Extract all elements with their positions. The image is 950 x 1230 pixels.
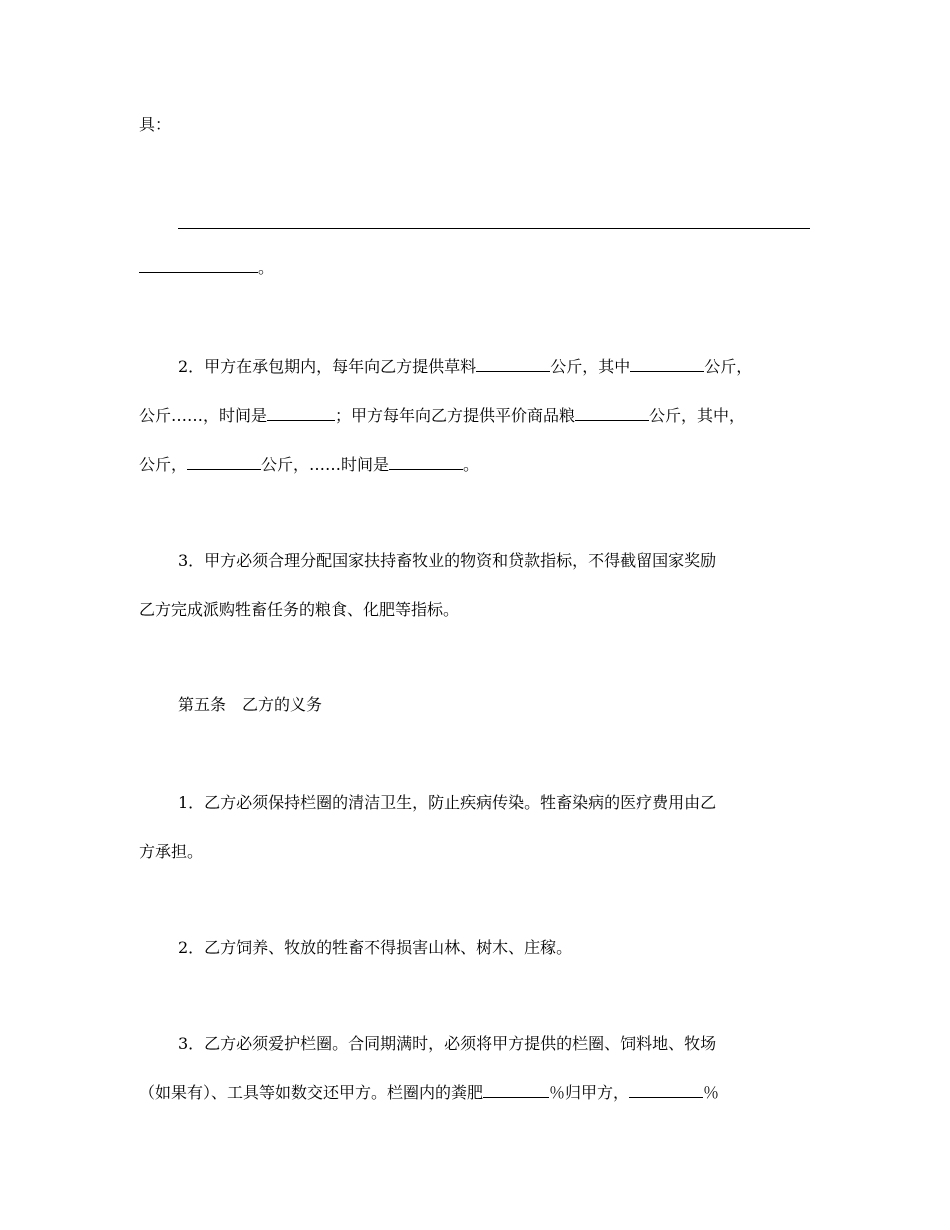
obligation-3-text-d: ％ [703,1083,720,1102]
article-5-title: 第五条 乙方的义务 [178,695,323,714]
obligation-3-text-b: （如果有）、工具等如数交还甲方。栏圈内的粪肥 [139,1083,484,1102]
clause-3-line-1 [178,551,716,571]
blank-field [629,1083,703,1098]
clause-3-line-2 [139,600,459,620]
obligation-2-text: 2．乙方饲养、牧放的牲畜不得损害山林、树木、庄稼。 [178,938,573,957]
clause-2-text-f: 公斤，其中， [649,406,746,425]
blank-field [187,455,261,470]
line-ju [139,115,171,135]
obligation-1-text-b: 方承担。 [139,842,204,861]
obligation-3-text-c: ％归甲方， [549,1083,630,1102]
obligation-3-text-a: 3．乙方必须爱护栏圈。合同期满时，必须将甲方提供的栏圈、饲料地、牧场 [178,1034,717,1053]
clause-2-text-c: 公斤， [704,357,753,376]
clause-2-text-i: 。 [463,455,480,474]
blank-field [483,1083,549,1098]
blank-field [389,455,463,470]
clause-2-text-b: 公斤，其中 [550,357,631,376]
clause-2-text-h: 公斤，……时间是 [261,455,390,474]
clause-2-line-3 [139,455,479,475]
obligation-2-line [178,938,572,958]
period: 。 [258,258,275,277]
blank-line-long [178,228,810,229]
article-5-heading [178,695,322,715]
line-blank-end [139,258,274,278]
obligation-1-text-a: 1．乙方必须保持栏圈的清洁卫生，防止疾病传染。牲畜染病的医疗费用由乙 [178,793,717,812]
clause-2-line-1 [178,357,752,377]
clause-2-text-e: ；甲方每年向乙方提供平价商品粮 [335,406,576,425]
obligation-1-line-2 [139,842,203,862]
blank-field [630,357,704,372]
obligation-1-line-1 [178,793,716,813]
text-ju: 具： [139,115,172,134]
clause-2-text-a: 2．甲方在承包期内，每年向乙方提供草料 [178,357,477,376]
clause-2-text-g: 公斤， [139,455,188,474]
clause-3-text-a: 3．甲方必须合理分配国家扶持畜牧业的物资和贷款指标，不得截留国家奖励 [178,551,717,570]
clause-2-line-2 [139,406,745,426]
blank-field [267,406,335,421]
clause-2-text-d: 公斤……，时间是 [139,406,268,425]
clause-3-text-b: 乙方完成派购牲畜任务的粮食、化肥等指标。 [139,600,460,619]
obligation-3-line-2 [139,1083,719,1103]
blank-line-short [139,258,258,273]
blank-field [476,357,550,372]
obligation-3-line-1 [178,1034,716,1054]
blank-field [575,406,649,421]
